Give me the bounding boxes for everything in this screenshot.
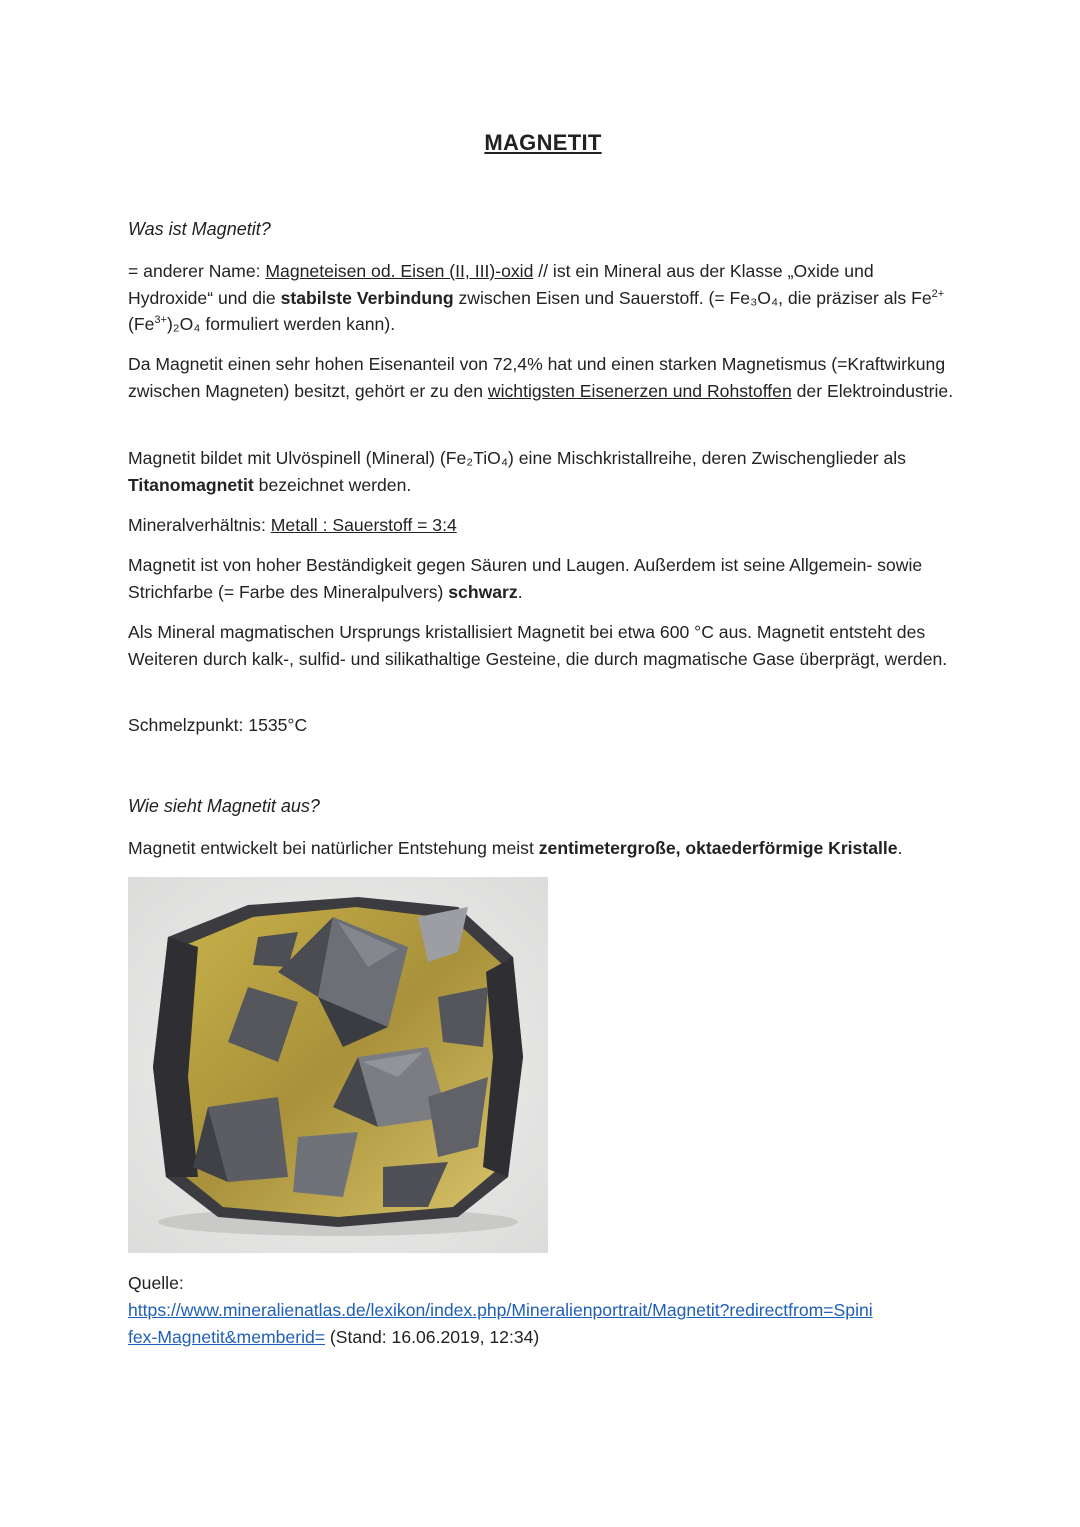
- source-url-line-2[interactable]: fex-Magnetit&memberid=: [128, 1326, 326, 1347]
- text-mid: // ist ein Mineral aus der Klasse „Oxide und Hydroxide“ und die: [128, 261, 874, 308]
- formula-rest: )₂O₄ formuliert werden kann).: [166, 314, 396, 334]
- source-label: Quelle:: [128, 1273, 184, 1293]
- paragraph-mineral-ratio: [128, 512, 958, 539]
- source-url-line-1[interactable]: https://www.mineralienatlas.de/lexikon/index.php/Mineralienportrait/Magnetit?redirectfrom=Spini: [128, 1300, 873, 1320]
- paragraph-appearance: [128, 835, 958, 862]
- text-tail: .: [897, 838, 903, 858]
- text: Da Magnetit einen sehr hohen Eisenanteil von 72,4% hat und einen starken Magnetismus (=Kraftwirkung zwischen Magneten) besitzt, gehört er zu den: [128, 354, 946, 401]
- bold-titanomagnetit: Titanomagnetit: [128, 474, 254, 495]
- magnetite-photo: [128, 877, 548, 1253]
- section-question-1: Was ist Magnetit?: [128, 219, 271, 239]
- section-question-2: Wie sieht Magnetit aus?: [128, 796, 320, 816]
- text-tail: .: [517, 581, 523, 602]
- bold-crystals: zentimetergroße, oktaederförmige Kristalle: [538, 838, 898, 858]
- formula-fe: Fe: [911, 287, 932, 308]
- text: Magnetit ist von hoher Beständigkeit gegen Säuren und Laugen. Außerdem ist seine Allgemein- sowie Strichfarbe (= Farbe des Mineralpulvers): [128, 555, 923, 602]
- text: Magnetit bildet mit Ulvöspinell (Mineral) (Fe₂TiO₄) eine Mischkristallreihe, deren Zwischenglieder als: [128, 448, 906, 468]
- ratio-label: Mineralverhältnis:: [128, 515, 271, 535]
- formula-sup-3plus: 3+: [154, 314, 167, 327]
- ratio-value: Metall : Sauerstoff = 3:4: [270, 515, 457, 535]
- text-tail: bezeichnet werden.: [253, 474, 412, 495]
- text-tail: zwischen Eisen und Sauerstoff. (= Fe₃O₄, die präziser als: [453, 287, 912, 308]
- text-tail: der Elektroindustrie.: [791, 380, 954, 401]
- paragraph-iron-content: [128, 351, 958, 404]
- bold-black: schwarz: [448, 581, 518, 602]
- paragraph-melting-point: Schmelzpunkt: 1535°C: [128, 715, 308, 735]
- alt-name-underline: Magneteisen od. Eisen (II, III)-oxid: [265, 261, 534, 281]
- paragraph-titanomagnetit: [128, 445, 958, 498]
- paragraph-origin: Als Mineral magmatischen Ursprungs kristallisiert Magnetit bei etwa 600 °C aus. Magnetit entsteht des Weiteren durch kalk-, sulfid- und silikathaltige Gesteine, die durch magmatische Gase überprägt, werden.: [128, 622, 948, 669]
- page-title: MAGNETIT: [484, 130, 602, 155]
- paragraph-resistance: [128, 552, 958, 605]
- source-date: (Stand: 16.06.2019, 12:34): [325, 1326, 540, 1347]
- underlined-important-ores: wichtigsten Eisenerzen und Rohstoffen: [487, 380, 792, 401]
- paragraph-definition: [128, 258, 958, 338]
- formula-paren: (Fe: [128, 314, 155, 334]
- formula-sup-2plus: 2+: [931, 287, 945, 300]
- bold-stable-compound: stabilste Verbindung: [280, 287, 454, 308]
- text: Magnetit entwickelt bei natürlicher Entstehung meist: [128, 838, 539, 858]
- text-lead: = anderer Name:: [128, 261, 266, 281]
- source-line: [128, 1297, 958, 1350]
